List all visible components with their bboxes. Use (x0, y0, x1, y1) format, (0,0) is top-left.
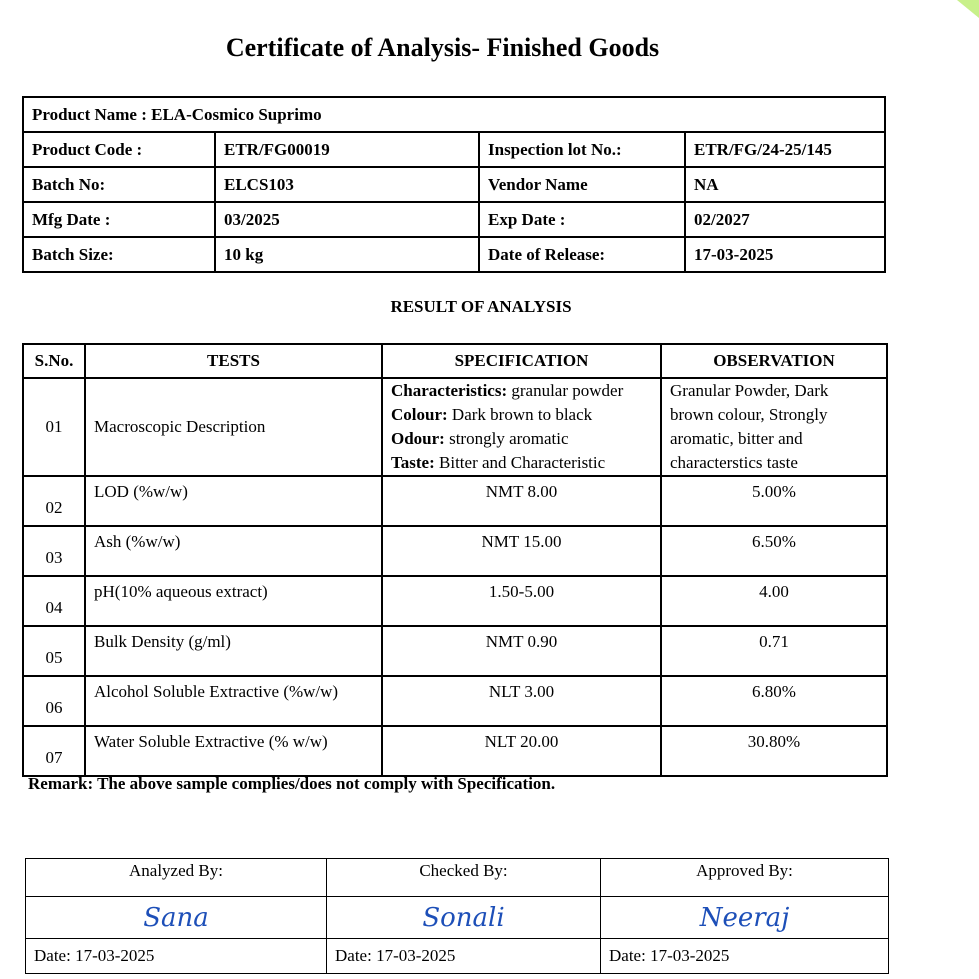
product-info-table (22, 96, 886, 273)
info-label: Batch No: (23, 167, 215, 202)
column-header: S.No. (23, 344, 85, 378)
info-label: Vendor Name (479, 167, 685, 202)
approved-by-label: Approved By: (601, 859, 889, 897)
info-label: Exp Date : (479, 202, 685, 237)
column-header: SPECIFICATION (382, 344, 661, 378)
specification: NLT 20.00 (382, 726, 661, 776)
results-header-row (23, 344, 887, 378)
results-heading: RESULT OF ANALYSIS (390, 297, 572, 316)
table-row (23, 676, 887, 726)
checked-signature: Sonali (422, 902, 505, 933)
info-label: Inspection lot No.: (479, 132, 685, 167)
spec-line: Characteristics: granular powder (391, 381, 624, 400)
table-row (23, 378, 887, 476)
table-row (23, 626, 887, 676)
corner-accent (957, 0, 979, 18)
column-header: TESTS (85, 344, 382, 378)
info-row (23, 237, 885, 272)
test-name: Ash (%w/w) (85, 526, 382, 576)
table-row (23, 576, 887, 626)
observation: 6.80% (661, 676, 887, 726)
info-label: Date of Release: (479, 237, 685, 272)
specification: NMT 0.90 (382, 626, 661, 676)
test-name: LOD (%w/w) (85, 476, 382, 526)
info-row (23, 202, 885, 237)
info-label: Product Code : (23, 132, 215, 167)
checked-signature-cell (327, 897, 601, 939)
specification: 1.50-5.00 (382, 576, 661, 626)
specification-cell (382, 378, 661, 476)
checked-by-label: Checked By: (327, 859, 601, 897)
serial-number: 05 (23, 626, 85, 676)
serial-number: 03 (23, 526, 85, 576)
spec-line: Taste: Bitter and Characteristic (391, 453, 606, 472)
analyzed-signature-cell (26, 897, 327, 939)
info-value: ETR/FG00019 (215, 132, 479, 167)
info-value: 03/2025 (215, 202, 479, 237)
serial-number: 01 (23, 378, 85, 476)
test-name: Water Soluble Extractive (% w/w) (85, 726, 382, 776)
product-name-row (23, 97, 885, 132)
signature-header-row (26, 859, 889, 897)
signature-date-row (26, 939, 889, 974)
specification: NMT 8.00 (382, 476, 661, 526)
analyzed-signature: Sana (143, 902, 209, 933)
observation-cell (661, 378, 887, 476)
spec-line: Colour: Dark brown to black (391, 405, 593, 424)
specification: NMT 15.00 (382, 526, 661, 576)
info-value: NA (685, 167, 885, 202)
signature-table (25, 858, 889, 974)
signature-row (26, 897, 889, 939)
test-name: pH(10% aqueous extract) (85, 576, 382, 626)
approved-signature-cell (601, 897, 889, 939)
document-title: Certificate of Analysis- Finished Goods (225, 33, 660, 62)
analyzed-by-label: Analyzed By: (26, 859, 327, 897)
observation: 6.50% (661, 526, 887, 576)
info-label: Mfg Date : (23, 202, 215, 237)
spec-line: Odour: strongly aromatic (391, 429, 569, 448)
observation: 5.00% (661, 476, 887, 526)
info-value: ETR/FG/24-25/145 (685, 132, 885, 167)
info-value: ELCS103 (215, 167, 479, 202)
test-name: Macroscopic Description (85, 378, 382, 476)
info-value: 02/2027 (685, 202, 885, 237)
analyzed-date: Date: 17-03-2025 (26, 939, 327, 974)
observation-line: aromatic, bitter and (670, 429, 803, 448)
observation-line: characterstics taste (670, 453, 798, 472)
observation-line: brown colour, Strongly (670, 405, 828, 424)
observation: 0.71 (661, 626, 887, 676)
checked-date: Date: 17-03-2025 (327, 939, 601, 974)
table-row (23, 476, 887, 526)
info-row (23, 167, 885, 202)
serial-number: 04 (23, 576, 85, 626)
specification: NLT 3.00 (382, 676, 661, 726)
test-name: Alcohol Soluble Extractive (%w/w) (85, 676, 382, 726)
info-value: 10 kg (215, 237, 479, 272)
test-name: Bulk Density (g/ml) (85, 626, 382, 676)
approved-signature: Neeraj (699, 902, 790, 933)
column-header: OBSERVATION (661, 344, 887, 378)
info-value: 17-03-2025 (685, 237, 885, 272)
table-row (23, 526, 887, 576)
serial-number: 07 (23, 726, 85, 776)
approved-date: Date: 17-03-2025 (601, 939, 889, 974)
observation: 4.00 (661, 576, 887, 626)
product-name: Product Name : ELA-Cosmico Suprimo (23, 97, 885, 132)
results-table (22, 343, 888, 777)
info-label: Batch Size: (23, 237, 215, 272)
remark: Remark: The above sample complies/does not comply with Specification. (28, 774, 556, 793)
serial-number: 02 (23, 476, 85, 526)
serial-number: 06 (23, 676, 85, 726)
observation-line: Granular Powder, Dark (670, 381, 829, 400)
table-row (23, 726, 887, 776)
observation: 30.80% (661, 726, 887, 776)
info-row (23, 132, 885, 167)
